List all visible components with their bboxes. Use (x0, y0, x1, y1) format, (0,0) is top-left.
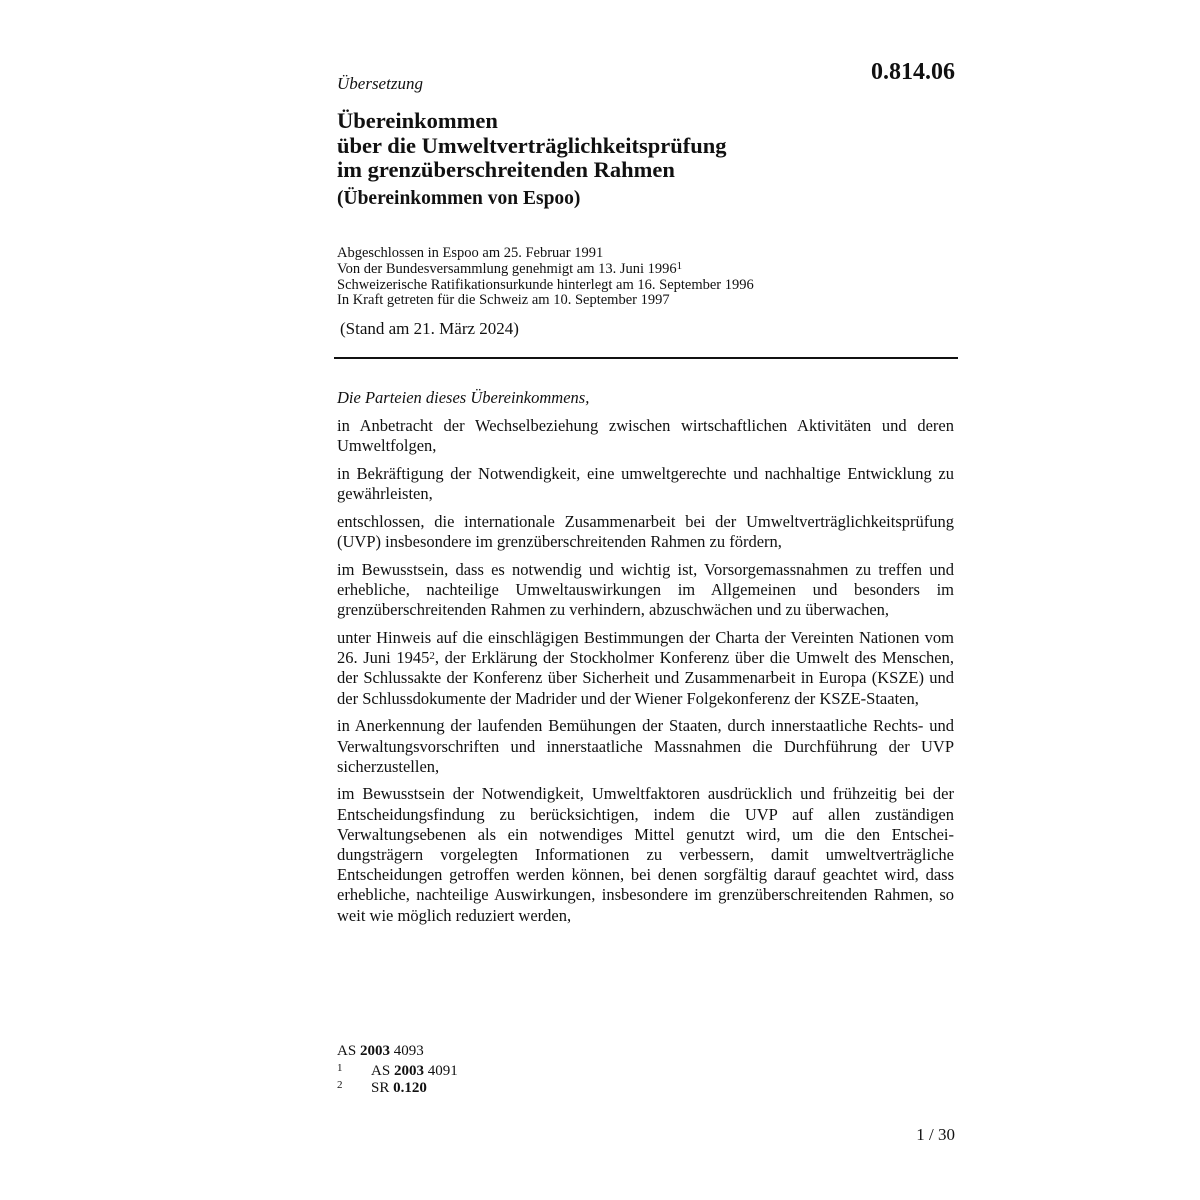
short-title: (Übereinkommen von Espoo) (337, 188, 581, 209)
title-line: Übereinkommen (337, 108, 498, 133)
footnote: 2 SR 0.120 (337, 1078, 427, 1096)
preamble-paragraph: entschlossen, die internationale Zusammenarbeit bei der Umweltverträglichkeitsprüfung (UVP) insbesondere im grenzüberschreitenden Rahmen zu fördern, (337, 512, 954, 552)
footnote: 1 AS 2003 4091 (337, 1062, 458, 1079)
title-line: im grenzüberschreitenden Rahmen (337, 157, 675, 182)
preamble-paragraph: in Anbetracht der Wechselbeziehung zwischen wirtschaftlichen Aktivitäten und deren Umweltfolgen, (337, 416, 954, 456)
footnote-ref[interactable]: 2 (429, 650, 435, 663)
meta-line: Von der Bundesversammlung genehmigt am 13. Juni 1996$^1$ (337, 259, 683, 277)
status-date: (Stand am 21. März 2024) (340, 319, 519, 338)
official-collection-ref: AS 2003 4093 (337, 1043, 424, 1059)
footnote-ref[interactable]: 1 (676, 259, 683, 272)
title-line: über die Umweltverträglichkeitsprüfung (337, 132, 727, 158)
preamble-paragraph: in Bekräftigung der Notwendigkeit, eine umweltgerechte und nachhaltige Entwicklung zu gewährleisten, (337, 464, 954, 504)
translation-label: Übersetzung (337, 74, 423, 93)
document-title (337, 109, 957, 183)
footnotes (337, 1063, 458, 1096)
document-number: 0.814.06 (871, 59, 955, 85)
enactment-info (337, 246, 957, 309)
preamble-paragraph: unter Hinweis auf die einschlägigen Bestimmungen der Charta der Vereinten Nationen vom 26. Juni 1945$^2$, der Erklärung der Stockholmer Konferenz über die Umwelt des Menschen, der Schlussakte der Konferenz über Sicherheit und Zusammenarbeit in Europa (KSZE) und der Schlussdokumente der Madrider und der Wiener Folgekonferenz der KSZE-Staaten, (337, 628, 954, 708)
meta-line: In Kraft getreten für die Schweiz am 10. September 1997 (337, 292, 670, 309)
preamble-paragraph: im Bewusstsein, dass es notwendig und wichtig ist, Vorsorgemassnahmen zu treffen und erhebliche, nachteilige Umweltauswirkungen im Allgemeinen und besonders im grenzüberschreitenden Rahmen zu verhindern, abzuschwächen und zu überwachen, (337, 559, 954, 620)
page-number: 1 / 30 (916, 1125, 955, 1144)
preamble-intro: Die Parteien dieses Übereinkommens, (337, 388, 590, 407)
preamble (337, 388, 954, 933)
meta-line: Schweizerische Ratifikationsurkunde hinterlegt am 16. September 1996 (337, 276, 754, 293)
meta-line: Abgeschlossen in Espoo am 25. Februar 1991 (337, 245, 604, 261)
preamble-paragraph: im Bewusstsein der Notwendigkeit, Umweltfaktoren ausdrücklich und frühzeitig bei der Entscheidungsfindung zu berücksichtigen, indem die UVP auf allen zuständigen Verwaltungsebenen als ein notwendiges Mittel genutzt wird, um die den Entscheidungsträgern vorgelegten Informationen zu verbessern, damit umweltverträgliche Entscheidungen getroffen werden können, bei denen sorgfältig darauf geachtet wird, dass erhebliche, nachteilige Auswirkungen, insbesondere im grenzüberschreitenden Rahmen, so weit wie möglich reduziert werden, (337, 784, 954, 925)
header-divider (334, 357, 958, 359)
preamble-paragraph: in Anerkennung der laufenden Bemühungen der Staaten, durch innerstaatliche Rechts- und Verwaltungsvorschriften und innerstaatliche Massnahmen die Durchführung der UVP sicherzustellen, (337, 716, 954, 776)
